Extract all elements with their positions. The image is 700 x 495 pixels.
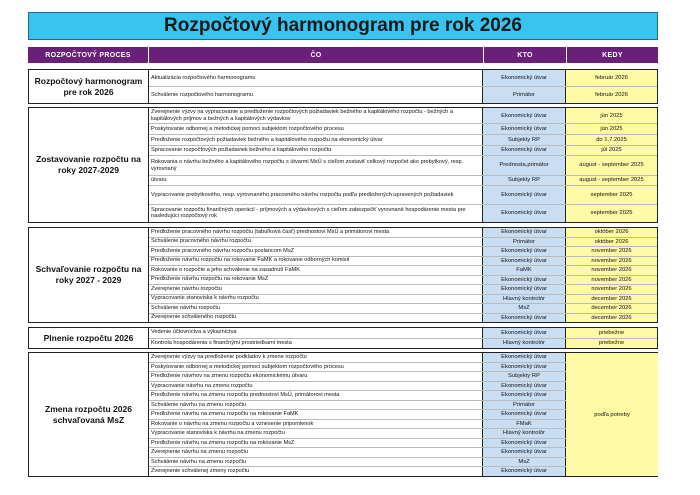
table-row bbox=[149, 276, 657, 286]
cell-co: Vypracovanie návrhu na zmenu rozpočtu bbox=[149, 382, 483, 391]
cell-kedy: september 2025 bbox=[566, 186, 657, 203]
cell-co: Schválenie rozpočtového harmonogramu bbox=[149, 87, 483, 103]
cell-co: Zverejnenie výzvy na predloženie podkladov k zmene rozpočtu bbox=[149, 353, 483, 362]
cell-kedy: november 2026 bbox=[566, 257, 657, 266]
cell-kto: Ekonomický útvar bbox=[483, 467, 566, 476]
table-row bbox=[149, 108, 657, 124]
cell-kedy: november 2026 bbox=[566, 266, 657, 275]
cell-co: Predloženie návrhu na zmenu rozpočtu prednostovi MsÚ, primátorovi mesta bbox=[149, 391, 483, 400]
table-row bbox=[149, 266, 657, 276]
cell-kedy: september 2025 bbox=[566, 205, 657, 222]
cell-kto: Ekonomický útvar bbox=[483, 285, 566, 294]
table-row bbox=[149, 238, 657, 248]
table-row bbox=[149, 439, 566, 449]
cell-co: Rokovanie o návrhu na zmenu rozpočtu a vznesenie pripomienok bbox=[149, 420, 483, 429]
cell-co: Predloženie návrhu rozpočtu na rokovanie MsZ bbox=[149, 276, 483, 285]
cell-kedy: november 2026 bbox=[566, 276, 657, 285]
section-label: Zostavovanie rozpočtu na roky 2027-2029 bbox=[29, 108, 149, 222]
header-kedy: KEDY bbox=[567, 47, 658, 63]
cell-kto: Ekonomický útvar bbox=[483, 257, 566, 266]
cell-kto: Hlavný kontrolór bbox=[483, 339, 566, 349]
section-schvalovanie bbox=[28, 227, 658, 323]
table-row bbox=[149, 304, 657, 314]
cell-kto: FMaK bbox=[483, 420, 566, 429]
cell-kto: Ekonomický útvar bbox=[483, 391, 566, 400]
cell-kedy: jún 2025 bbox=[566, 124, 657, 134]
table-row bbox=[149, 339, 657, 349]
section-harmonogram bbox=[28, 69, 658, 104]
cell-kedy: november 2026 bbox=[566, 247, 657, 256]
cell-kedy: október 2026 bbox=[566, 238, 657, 247]
section-label: Schvaľovanie rozpočtu na roky 2027 - 2029 bbox=[29, 228, 149, 322]
table-row bbox=[149, 70, 657, 87]
section-label: Rozpočtový harmonogram pre rok 2026 bbox=[29, 70, 149, 103]
cell-co: Predloženie návrhov na zmenu rozpočtu ekonomickému útvaru bbox=[149, 372, 483, 381]
cell-co: Schválenie pracovného návrhu rozpočtu bbox=[149, 238, 483, 247]
cell-co: Aktualizácia rozpočtového harmonogramu bbox=[149, 70, 483, 86]
table-row bbox=[149, 228, 657, 238]
cell-co: Zverejnenie výzvy na vypracovanie a predloženie rozpočtových požiadaviek bežného a kapitálového rozpočtu - bežných a kapitálových príjmov a bežných a kapitálových výdavkov bbox=[149, 108, 483, 123]
cell-kedy: december 2026 bbox=[566, 314, 657, 323]
cell-co: Zverejnenie schváleného rozpočtu bbox=[149, 314, 483, 323]
cell-co: Spracovanie rozpočtu finančných operácií - príjmových a výdavkových s cieľom zabezpečiť vyrovnané hospodárenie mesta pre nasledujúci rozpočtový rok bbox=[149, 205, 483, 222]
table-row bbox=[149, 314, 657, 323]
table-row bbox=[149, 458, 566, 468]
cell-co: Vypracovanie stanoviska k návrhu na zmenu rozpočtu bbox=[149, 429, 483, 438]
cell-kto: Ekonomický útvar bbox=[483, 228, 566, 237]
cell-kto: Subjekty RP bbox=[483, 135, 566, 145]
section-zostavovanie bbox=[28, 107, 658, 223]
table-row bbox=[149, 247, 657, 257]
table-row bbox=[149, 257, 657, 267]
cell-co: Zverejnenie schválenej zmeny rozpočtu bbox=[149, 467, 483, 476]
header-co: ČO bbox=[149, 47, 484, 63]
cell-kedy: priebežne bbox=[566, 328, 657, 338]
cell-co: Predloženie pracovného návrhu rozpočtu poslancom MsZ bbox=[149, 247, 483, 256]
cell-kto: Ekonomický útvar bbox=[483, 146, 566, 156]
cell-kto: Ekonomický útvar bbox=[483, 353, 566, 362]
cell-kto: Primátor bbox=[483, 87, 566, 103]
cell-co: Vypracovanie stanoviska k návrhu rozpočtu bbox=[149, 295, 483, 304]
table-row bbox=[149, 467, 566, 476]
table-row bbox=[149, 156, 657, 175]
cell-kto: Subjekty RP bbox=[483, 176, 566, 186]
cell-kedy: august - september 2025 bbox=[566, 156, 657, 174]
cell-kedy: február 2026 bbox=[566, 87, 657, 103]
cell-kto: Ekonomický útvar bbox=[483, 186, 566, 203]
cell-kedy: priebežne bbox=[566, 339, 657, 349]
table-row bbox=[149, 410, 566, 420]
cell-kedy: august - september 2025 bbox=[566, 176, 657, 186]
cell-kedy: október 2026 bbox=[566, 228, 657, 237]
cell-kto: Ekonomický útvar bbox=[483, 247, 566, 256]
table-row bbox=[149, 186, 657, 204]
cell-co: Predloženie návrhu na zmenu rozpočtu na rokovanie MsZ bbox=[149, 439, 483, 448]
table-row bbox=[149, 382, 566, 392]
table-row bbox=[149, 420, 566, 430]
section-plnenie bbox=[28, 327, 658, 349]
section-zmena bbox=[28, 352, 658, 477]
cell-co: Poskytovanie odbornej a metodickej pomoci subjektom rozpočtového procesu bbox=[149, 124, 483, 134]
cell-kto: Primátor bbox=[483, 238, 566, 247]
cell-kto: Ekonomický útvar bbox=[483, 276, 566, 285]
cell-co: Zverejnenie návrhu rozpočtu bbox=[149, 285, 483, 294]
cell-kedy: jún 2025 bbox=[566, 108, 657, 123]
cell-kedy: do 1.7.2025 bbox=[566, 135, 657, 145]
table-row bbox=[149, 429, 566, 439]
table-row bbox=[149, 285, 657, 295]
cell-kto: MsZ bbox=[483, 458, 566, 467]
table-row bbox=[149, 363, 566, 373]
header-kto: KTO bbox=[484, 47, 567, 63]
cell-kedy: február 2026 bbox=[566, 70, 657, 86]
cell-kto: Ekonomický útvar bbox=[483, 70, 566, 86]
merged-kedy-cell: podľa potreby bbox=[566, 353, 658, 476]
table-row bbox=[149, 401, 566, 411]
cell-co: Rokovanie o rozpočte a jeho schválenie na zasadnutí FaMK bbox=[149, 266, 483, 275]
cell-co: Poskytovanie odbornej a metodickej pomoci subjektom rozpočtového procesu bbox=[149, 363, 483, 372]
table-header bbox=[28, 47, 658, 63]
header-proces: ROZPOČTOVÝ PROCES bbox=[28, 47, 149, 63]
cell-kedy: júl 2025 bbox=[566, 146, 657, 156]
cell-co: Predloženie návrhu na zmenu rozpočtu na rokovanie FaMK bbox=[149, 410, 483, 419]
cell-co: útvaru bbox=[149, 176, 483, 186]
cell-kto: Ekonomický útvar bbox=[483, 328, 566, 338]
cell-kto: Hlavný kontrolór bbox=[483, 429, 566, 438]
cell-kedy: november 2026 bbox=[566, 285, 657, 294]
page-title: Rozpočtový harmonogram pre rok 2026 bbox=[28, 12, 658, 40]
cell-kto: Hlavný kontrolór bbox=[483, 295, 566, 304]
section-label: Zmena rozpočtu 2026 schvaľovaná MsZ bbox=[29, 353, 149, 476]
cell-co: Schválenie návrhu na zmenu rozpočtu bbox=[149, 401, 483, 410]
cell-co: Schválenie návrhu rozpočtu bbox=[149, 304, 483, 313]
cell-co: Spracovanie rozpočtových požiadaviek bežného a kapitálového rozpočtu bbox=[149, 146, 483, 156]
cell-kto: Ekonomický útvar bbox=[483, 382, 566, 391]
cell-kto: Ekonomický útvar bbox=[483, 124, 566, 134]
cell-kto: FaMK bbox=[483, 266, 566, 275]
cell-co: Predloženie pracovného návrhu rozpočtu (tabuľková časť) prednostovi MsÚ a primátorovi mesta bbox=[149, 228, 483, 237]
cell-co: Zverejnenie návrhu na zmenu rozpočtu bbox=[149, 448, 483, 457]
cell-kto: MsZ bbox=[483, 304, 566, 313]
table-row bbox=[149, 146, 657, 157]
cell-kto: Ekonomický útvar bbox=[483, 108, 566, 123]
section-label: Plnenie rozpočtu 2026 bbox=[29, 328, 149, 348]
table-row bbox=[149, 135, 657, 146]
cell-co: Schválenie návrhu na zmenu rozpočtu bbox=[149, 458, 483, 467]
cell-kedy: december 2026 bbox=[566, 295, 657, 304]
table-row bbox=[149, 176, 657, 187]
cell-co: Predloženie návrhu rozpočtu na rokovanie FaMK a rokovanie odborných komisií bbox=[149, 257, 483, 266]
cell-co: Predloženie rozpočtových požiadaviek bežného a kapitálového rozpočtu na ekonomický útvar bbox=[149, 135, 483, 145]
table-row bbox=[149, 372, 566, 382]
cell-co: Vypracovanie prebytkového, resp. vyrovnaného pracovného návrhu rozpočtu podľa predložených upravených požiadaviek bbox=[149, 186, 483, 203]
cell-co: Vedenie účtovníctva a výkazníctva bbox=[149, 328, 483, 338]
table-row bbox=[149, 124, 657, 135]
cell-co: Rokovania o návrhu bežného a kapitálového rozpočtu s útvarmi MsÚ s cieľom zostaviť celkový rozpočet ako prebytkový, resp. vyrovnaný bbox=[149, 156, 483, 174]
table-row bbox=[149, 353, 566, 363]
table-row bbox=[149, 205, 657, 222]
cell-kto: Primátor bbox=[483, 401, 566, 410]
table-row bbox=[149, 328, 657, 339]
cell-kto: Ekonomický útvar bbox=[483, 314, 566, 323]
cell-kto: Prednosta,primátor bbox=[483, 156, 566, 174]
table-row bbox=[149, 448, 566, 458]
cell-co: Kontrola hospodárenia s finančnými prostriedkami mesta bbox=[149, 339, 483, 349]
cell-kedy: december 2026 bbox=[566, 304, 657, 313]
cell-kto: Ekonomický útvar bbox=[483, 363, 566, 372]
cell-kto: Ekonomický útvar bbox=[483, 439, 566, 448]
table-row bbox=[149, 295, 657, 305]
cell-kto: Subjekty RP bbox=[483, 372, 566, 381]
cell-kto: Ekonomický útvar bbox=[483, 410, 566, 419]
table-row bbox=[149, 391, 566, 401]
cell-kto: Ekonomický útvar bbox=[483, 448, 566, 457]
cell-kto: Ekonomický útvar bbox=[483, 205, 566, 222]
table-row bbox=[149, 87, 657, 103]
